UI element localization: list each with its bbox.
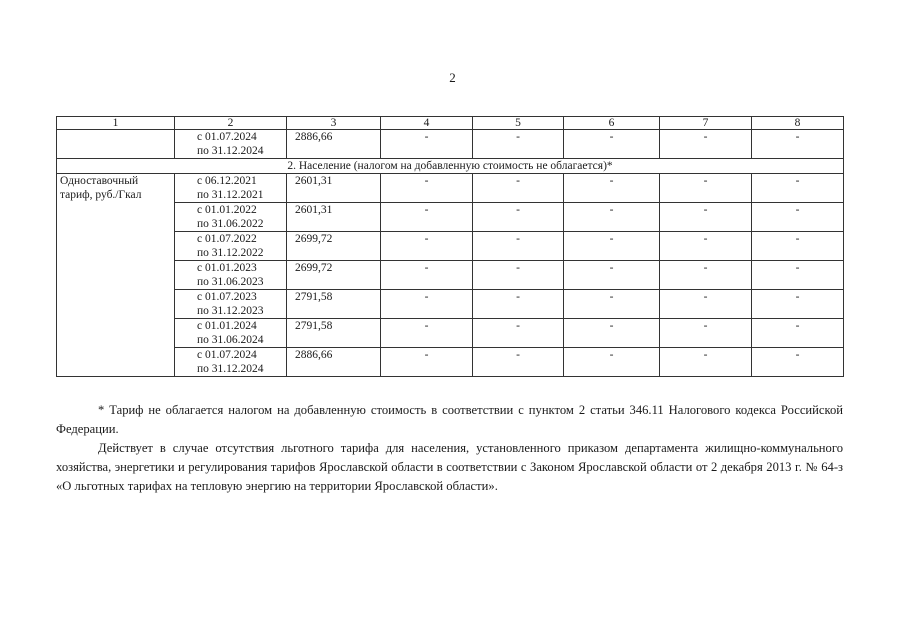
table-row — [57, 348, 844, 377]
tariff-value: 2886,66 — [287, 348, 381, 377]
dash-cell: - — [752, 319, 844, 348]
table-row — [57, 261, 844, 290]
dash-cell: - — [381, 290, 473, 319]
tariff-value: 2699,72 — [287, 232, 381, 261]
dash-cell: - — [381, 261, 473, 290]
dash-cell: - — [564, 261, 660, 290]
dash-cell: - — [660, 290, 752, 319]
dash-cell: - — [752, 348, 844, 377]
tariff-value: 2699,72 — [287, 261, 381, 290]
period-to: по 31.06.2022 — [197, 218, 264, 230]
period-from: с 01.01.2023 — [197, 262, 257, 274]
period-from: с 06.12.2021 — [197, 175, 257, 187]
period-cell — [175, 174, 287, 203]
dash-cell: - — [564, 290, 660, 319]
category-cell — [57, 130, 175, 159]
dash-cell: - — [473, 261, 564, 290]
column-header: 5 — [473, 117, 564, 130]
page-number: 2 — [449, 70, 456, 85]
table-row — [57, 203, 844, 232]
dash-cell: - — [473, 130, 564, 159]
dash-cell: - — [564, 130, 660, 159]
column-header: 2 — [175, 117, 287, 130]
period-to: по 31.12.2023 — [197, 305, 264, 317]
dash-cell: - — [564, 232, 660, 261]
column-header: 7 — [660, 117, 752, 130]
tariff-value: 2791,58 — [287, 290, 381, 319]
period-to: по 31.12.2024 — [197, 145, 264, 157]
footnote-validity: Действует в случае отсутствия льготного тарифа для населения, установленного приказом департамента жилищно-коммунального хозяйства, энергетики и регулирования тарифов Ярославской области в соответствии с Законом Ярославской области от 2 декабря 2013 г. № 64-з «О льготных тарифах на тепловую энергию на территории Ярославской области». — [56, 441, 843, 493]
category-label: Одноставочный — [60, 175, 139, 187]
period-to: по 31.12.2022 — [197, 247, 264, 259]
period-cell — [175, 203, 287, 232]
dash-cell: - — [752, 290, 844, 319]
period-cell — [175, 130, 287, 159]
period-to: по 31.12.2021 — [197, 189, 264, 201]
dash-cell: - — [660, 203, 752, 232]
section-title: 2. Население (налогом на добавленную стоимость не облагается)* — [57, 159, 844, 174]
dash-cell: - — [752, 203, 844, 232]
dash-cell: - — [564, 174, 660, 203]
column-header: 8 — [752, 117, 844, 130]
dash-cell: - — [752, 174, 844, 203]
period-from: с 01.07.2024 — [197, 349, 257, 361]
footnote-tax: * Тариф не облагается налогом на добавленную стоимость в соответствии с пунктом 2 статьи 346.11 Налогового кодекса Российской Федерации. — [56, 403, 843, 436]
table-row — [57, 130, 844, 159]
period-cell — [175, 290, 287, 319]
tariff-value: 2791,58 — [287, 319, 381, 348]
column-header: 1 — [57, 117, 175, 130]
column-header: 6 — [564, 117, 660, 130]
table-row — [57, 232, 844, 261]
column-header: 3 — [287, 117, 381, 130]
dash-cell: - — [660, 319, 752, 348]
period-cell — [175, 348, 287, 377]
dash-cell: - — [381, 319, 473, 348]
dash-cell: - — [564, 319, 660, 348]
dash-cell: - — [660, 130, 752, 159]
period-to: по 31.06.2024 — [197, 334, 264, 346]
section-row — [57, 159, 844, 174]
column-header: 4 — [381, 117, 473, 130]
tariff-table — [56, 116, 844, 377]
table-row — [57, 174, 844, 203]
dash-cell: - — [752, 232, 844, 261]
period-to: по 31.12.2024 — [197, 363, 264, 375]
period-from: с 01.07.2024 — [197, 131, 257, 143]
dash-cell: - — [564, 203, 660, 232]
dash-cell: - — [660, 348, 752, 377]
category-label: тариф, руб./Гкал — [60, 189, 142, 201]
dash-cell: - — [381, 174, 473, 203]
dash-cell: - — [660, 174, 752, 203]
period-cell — [175, 319, 287, 348]
dash-cell: - — [660, 261, 752, 290]
dash-cell: - — [473, 319, 564, 348]
dash-cell: - — [660, 232, 752, 261]
column-number-header — [57, 117, 844, 130]
period-cell — [175, 261, 287, 290]
dash-cell: - — [752, 130, 844, 159]
dash-cell: - — [381, 203, 473, 232]
dash-cell: - — [473, 203, 564, 232]
dash-cell: - — [564, 348, 660, 377]
period-from: с 01.01.2022 — [197, 204, 257, 216]
table-row — [57, 319, 844, 348]
dash-cell: - — [381, 232, 473, 261]
period-cell — [175, 232, 287, 261]
period-from: с 01.07.2022 — [197, 233, 257, 245]
period-to: по 31.06.2023 — [197, 276, 264, 288]
tariff-value: 2601,31 — [287, 174, 381, 203]
period-from: с 01.07.2023 — [197, 291, 257, 303]
tariff-value: 2601,31 — [287, 203, 381, 232]
dash-cell: - — [473, 348, 564, 377]
dash-cell: - — [473, 174, 564, 203]
table-row — [57, 290, 844, 319]
dash-cell: - — [381, 130, 473, 159]
category-cell — [57, 174, 175, 377]
dash-cell: - — [473, 290, 564, 319]
footnotes — [56, 401, 843, 496]
tariff-value: 2886,66 — [287, 130, 381, 159]
dash-cell: - — [381, 348, 473, 377]
dash-cell: - — [752, 261, 844, 290]
period-from: с 01.01.2024 — [197, 320, 257, 332]
dash-cell: - — [473, 232, 564, 261]
